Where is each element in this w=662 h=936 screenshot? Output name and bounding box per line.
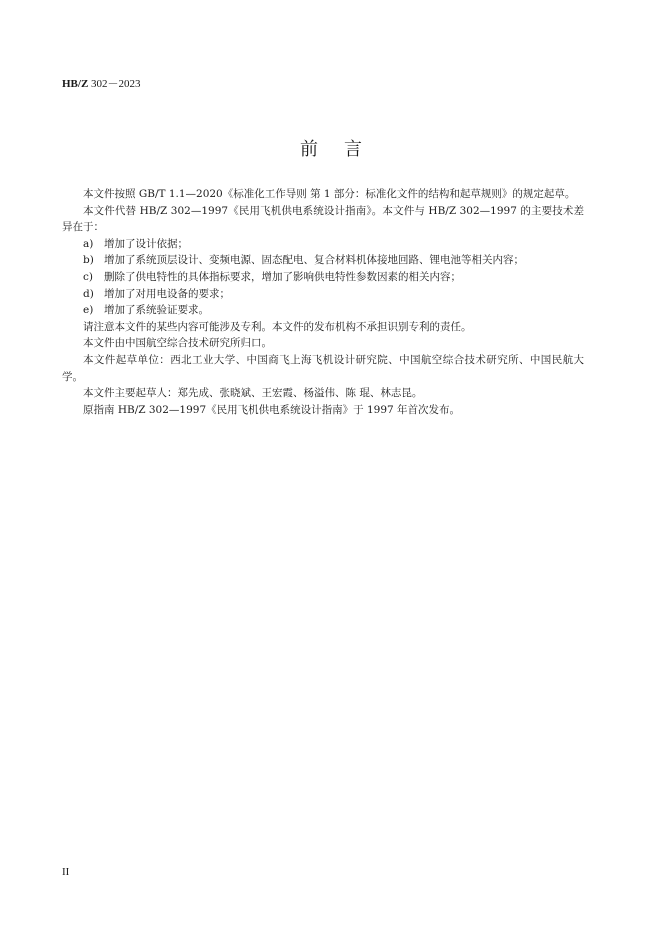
standard-code-prefix: HB/Z [62,78,89,90]
changes-list [62,236,584,319]
paragraph-history: 原指南 HB/Z 302—1997《民用飞机供电系统设计指南》于 1997 年首次发布。 [83,403,461,416]
foreword-body [62,186,584,418]
paragraph-administered-by: 本文件由中国航空综合技术研究所归口。 [83,337,272,350]
list-marker: e) [83,304,94,317]
list-marker: b) [83,254,94,267]
list-item [62,269,584,286]
standard-code [62,75,141,91]
list-text: 增加了系统顶层设计、变频电源、固态配电、复合材料机体接地回路、锂电池等相关内容； [104,254,524,267]
list-item [62,286,584,303]
list-text: 增加了设计依据； [104,237,188,250]
list-marker: c) [83,270,93,283]
list-marker: d) [83,287,94,300]
list-item [62,302,584,319]
paragraph-drafters: 本文件主要起草人：郑先成、张晓斌、王宏霞、杨溢伟、陈 琨、林志昆。 [83,387,423,400]
paragraph-replaces: 本文件代替 HB/Z 302—1997《民用飞机供电系统设计指南》。本文件与 HB/Z 302—1997 的主要技术差异在于： [62,204,584,234]
standard-code-number: 302－2023 [88,78,141,90]
list-text: 增加了对用电设备的要求； [104,287,230,300]
list-text: 增加了系统验证要求。 [104,304,209,317]
list-item [62,252,584,269]
list-item [62,236,584,253]
paragraph-patent-notice: 请注意本文件的某些内容可能涉及专利。本文件的发布机构不承担识别专利的责任。 [83,320,472,333]
list-text: 删除了供电特性的具体指标要求，增加了影响供电特性参数因素的相关内容； [104,270,461,283]
paragraph-drafting-rules: 本文件按照 GB/T 1.1—2020《标准化工作导则 第 1 部分：标准化文件的结构和起草规则》的规定起草。 [83,188,576,200]
page-number: II [62,866,70,878]
list-marker: a) [83,237,94,250]
page-title: 前言 [300,139,388,160]
paragraph-drafting-units: 本文件起草单位：西北工业大学、中国商飞上海飞机设计研究院、中国航空综合技术研究所、中国民航大学。 [62,353,584,383]
